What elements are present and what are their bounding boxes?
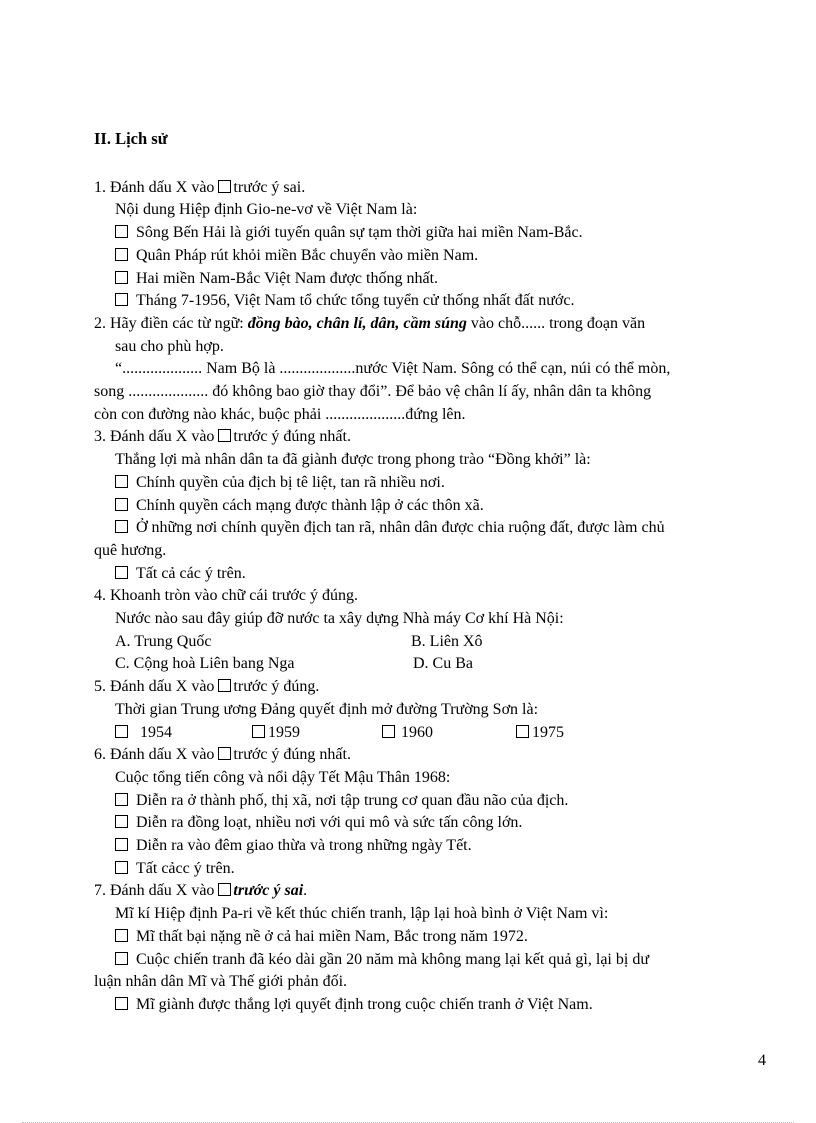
checkbox[interactable] xyxy=(115,861,128,874)
q3-option-1: Chính quyền của địch bị tê liệt, tan rã nhiều nơi. xyxy=(94,472,784,495)
q6-prompt: 6. Đánh dấu X vào trước ý đúng nhất. xyxy=(94,746,351,764)
checkbox[interactable] xyxy=(115,520,128,533)
q5-option-1959: 1959 xyxy=(252,722,300,745)
q7-option-2-cont: luận nhân dân Mĩ và Thế giới phản đối. xyxy=(94,973,348,991)
q5-stem: Thời gian Trung ương Đảng quyết định mở đường Trường Sơn là: xyxy=(115,700,539,718)
q6-stem: Cuộc tổng tiến công và nổi dậy Tết Mậu Thân 1968: xyxy=(115,768,451,786)
q6-option-2: Diễn ra đồng loạt, nhiều nơi với qui mô và sức tấn công lớn. xyxy=(94,812,784,835)
q7-option-2: Cuộc chiến tranh đã kéo dài gần 20 năm mà không mang lại kết quả gì, lại bị dư xyxy=(94,949,784,972)
q1-option-2: Quân Pháp rút khỏi miền Bắc chuyển vào miền Nam. xyxy=(94,245,784,268)
q2-passage-3: còn con đường nào khác, buộc phải ....................đứng lên. xyxy=(94,405,466,423)
q2-prompt: 2. Hãy điền các từ ngữ: đồng bào, chân lí, dân, cầm súng vào chỗ...... trong đoạn văn xyxy=(94,314,646,332)
q2-passage-1: “.................... Nam Bộ là ...................nước Việt Nam. Sông có thể cạn, núi có thể mòn, xyxy=(115,360,671,378)
checkbox[interactable] xyxy=(115,838,128,851)
q5-option-1954: 1954 xyxy=(115,722,172,745)
q6-option-1: Diễn ra ở thành phố, thị xã, nơi tập trung cơ quan đầu não của địch. xyxy=(94,790,784,813)
q2-passage-2: song .................... đó không bao giờ thay đổi”. Để bảo vệ chân lí ấy, nhân dân ta không xyxy=(94,383,652,401)
q4-option-d[interactable]: D. Cu Ba xyxy=(413,655,473,673)
checkbox[interactable] xyxy=(115,952,128,965)
q3-option-4: Tất cả các ý trên. xyxy=(94,563,784,586)
checkbox[interactable] xyxy=(115,815,128,828)
checkbox[interactable] xyxy=(252,725,265,738)
document-content xyxy=(94,128,784,1017)
q4-row-1 xyxy=(94,631,784,654)
q1-stem: Nội dung Hiệp định Gio-ne-vơ về Việt Nam là: xyxy=(115,201,418,219)
q7-stem: Mĩ kí Hiệp định Pa-ri về kết thúc chiến tranh, lập lại hoà bình ở Việt Nam vì: xyxy=(115,905,609,923)
q6-option-3: Diễn ra vào đêm giao thừa và trong những ngày Tết. xyxy=(94,835,784,858)
q4-row-2 xyxy=(94,653,784,676)
checkbox[interactable] xyxy=(115,725,128,738)
q4-prompt: 4. Khoanh tròn vào chữ cái trước ý đúng. xyxy=(94,587,358,605)
checkbox[interactable] xyxy=(115,271,128,284)
checkbox-icon xyxy=(218,747,231,760)
checkbox[interactable] xyxy=(115,293,128,306)
checkbox-icon xyxy=(218,679,231,692)
checkbox[interactable] xyxy=(516,725,529,738)
q4-option-c[interactable]: C. Cộng hoà Liên bang Nga xyxy=(115,655,295,673)
q2-words: đồng bào, chân lí, dân, cầm súng xyxy=(247,314,467,332)
checkbox[interactable] xyxy=(115,793,128,806)
q5-years-row xyxy=(94,722,784,745)
q1-prompt: 1. Đánh dấu X vào trước ý sai. xyxy=(94,178,306,196)
q7-option-3: Mĩ giành được thắng lợi quyết định trong cuộc chiến tranh ở Việt Nam. xyxy=(94,994,784,1017)
q7-prompt: 7. Đánh dấu X vào trước ý sai. xyxy=(94,882,308,900)
q3-stem: Thắng lợi mà nhân dân ta đã giành được trong phong trào “Đồng khởi” là: xyxy=(115,451,591,469)
checkbox-icon xyxy=(218,883,231,896)
q5-option-1975: 1975 xyxy=(516,722,564,745)
section-title: II. Lịch sử xyxy=(94,129,168,148)
q1-option-3: Hai miền Nam-Bắc Việt Nam được thống nhất. xyxy=(94,268,784,291)
q4-stem: Nước nào sau đây giúp đỡ nước ta xây dựng Nhà máy Cơ khí Hà Nội: xyxy=(115,610,564,628)
q3-prompt: 3. Đánh dấu X vào trước ý đúng nhất. xyxy=(94,428,351,446)
q7-option-1: Mĩ thất bại nặng nề ở cả hai miền Nam, Bắc trong năm 1972. xyxy=(94,926,784,949)
checkbox[interactable] xyxy=(115,248,128,261)
checkbox[interactable] xyxy=(115,566,128,579)
q4-option-b[interactable]: B. Liên Xô xyxy=(411,632,483,650)
checkbox-icon xyxy=(218,180,231,193)
checkbox[interactable] xyxy=(115,475,128,488)
q1-option-4: Tháng 7-1956, Việt Nam tổ chức tổng tuyển cử thống nhất đất nước. xyxy=(94,290,784,313)
q5-option-1960: 1960 xyxy=(382,722,433,745)
q3-option-3: Ở những nơi chính quyền địch tan rã, nhân dân được chia ruộng đất, được làm chủ xyxy=(94,517,784,540)
q3-option-3-cont: quê hương. xyxy=(94,541,167,559)
q3-option-2: Chính quyền cách mạng được thành lập ở các thôn xã. xyxy=(94,495,784,518)
checkbox[interactable] xyxy=(115,997,128,1010)
checkbox[interactable] xyxy=(115,498,128,511)
checkbox[interactable] xyxy=(115,225,128,238)
checkbox-icon xyxy=(218,429,231,442)
page-number: 4 xyxy=(758,1052,766,1069)
checkbox[interactable] xyxy=(382,725,395,738)
q4-option-a[interactable]: A. Trung Quốc xyxy=(115,632,212,650)
q1-option-1: Sông Bến Hải là giới tuyến quân sự tạm thời giữa hai miền Nam-Bắc. xyxy=(94,222,784,245)
q5-prompt: 5. Đánh dấu X vào trước ý đúng. xyxy=(94,678,320,696)
q2-prompt-cont: sau cho phù hợp. xyxy=(115,337,224,355)
checkbox[interactable] xyxy=(115,929,128,942)
q6-option-4: Tất cảcc ý trên. xyxy=(94,858,784,881)
